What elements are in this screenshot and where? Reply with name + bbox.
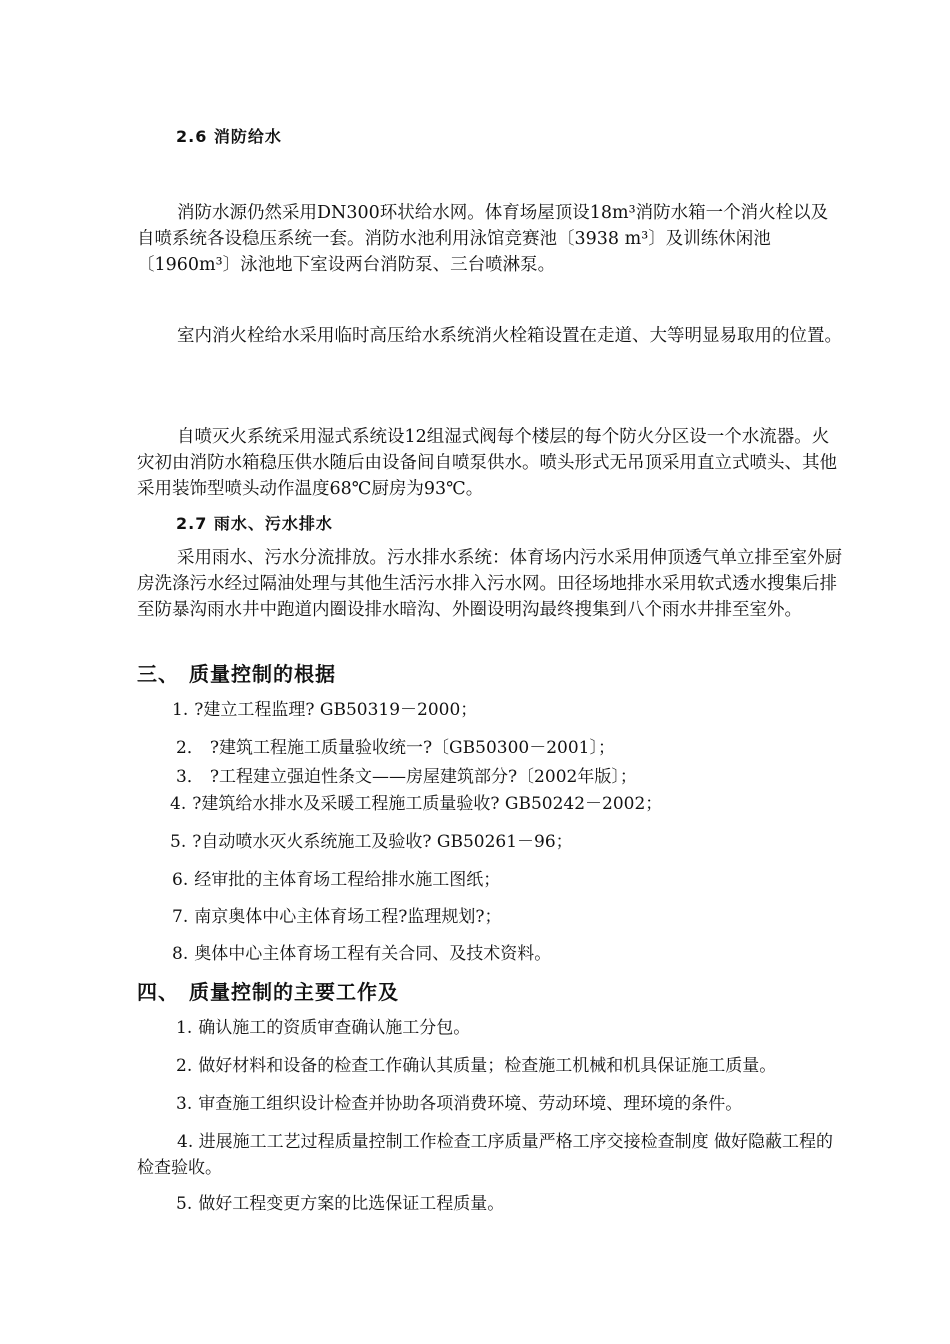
list-item: 2. 做好材料和设备的检查工作确认其质量；检查施工机械和机具保证施工质量。 — [176, 1056, 777, 1076]
section-3-heading — [137, 660, 336, 688]
section-3-title: 质量控制的根据 — [189, 662, 336, 686]
list-item: 1. ?建立工程监理? GB50319－2000； — [172, 700, 478, 720]
list-item: 8. 奥体中心主体育场工程有关合同、及技术资料。 — [172, 944, 552, 964]
section-2-7-heading: 2.7 雨水、污水排水 — [176, 514, 333, 533]
section-2-6-heading: 2.6 消防给水 — [176, 127, 282, 146]
list-item-wrapped: 4. 进展施工工艺过程质量控制工作检查工序质量严格工序交接检查制度 做好隐蔽工程的检查验收。 — [137, 1132, 834, 1178]
hydrant-system-paragraph: 室内消火栓给水采用临时高压给水系统消火栓箱设置在走道、大等明显易取用的位置。 — [177, 326, 842, 346]
list-item: 5. 做好工程变更方案的比选保证工程质量。 — [176, 1194, 505, 1214]
sprinkler-system-paragraph: 自喷灭火系统采用湿式系统设12组湿式阀每个楼层的每个防火分区设一个水流器。火灾初由消防水箱稳压供水随后由设备间自喷泵供水。喷头形式无吊顶采用直立式喷头、其他采用装饰型喷头动作温度68℃厨房为93℃。 — [137, 427, 837, 499]
section-4-number: 四、 — [137, 980, 179, 1004]
section-4-title: 质量控制的主要工作及 — [189, 980, 399, 1004]
list-item: 3． ?工程建立强迫性条文——房屋建筑部分?〔2002年版〕； — [176, 767, 637, 787]
list-item: 3. 审查施工组织设计检查并协助各项消费环境、劳动环境、理环境的条件。 — [176, 1094, 743, 1114]
section-3-number: 三、 — [137, 662, 179, 686]
list-item: 2． ?建筑工程施工质量验收统一?〔GB50300－2001〕； — [176, 738, 615, 758]
section-4-heading — [137, 978, 399, 1006]
list-item: 1. 确认施工的资质审查确认施工分包。 — [176, 1018, 471, 1038]
list-item: 6. 经审批的主体育场工程给排水施工图纸； — [172, 870, 501, 890]
list-item: 5. ?自动喷水灭火系统施工及验收? GB50261－96； — [170, 832, 573, 852]
list-item: 7. 南京奥体中心主体育场工程?监理规划?； — [172, 907, 502, 927]
fire-water-source-paragraph: 消防水源仍然采用DN300环状给水网。体育场屋顶设18m³消防水箱一个消火栓以及自喷系统各设稳压系统一套。消防水池利用泳馆竞赛池〔3938 m³〕及训练休闲池〔1960m³〕泳池地下室设两台消防泵、三台喷淋泵。 — [137, 203, 829, 275]
drainage-paragraph: 采用雨水、污水分流排放。污水排水系统：体育场内污水采用伸顶透气单立排至室外厨房洗涤污水经过隔油处理与其他生活污水排入污水网。田径场地排水采用软式透水搜集后排至防暴沟雨水井中跑道内圈设排水暗沟、外圈设明沟最终搜集到八个雨水井排至室外。 — [137, 548, 842, 620]
list-item: 4. ?建筑给水排水及采暖工程施工质量验收? GB50242－2002； — [170, 794, 663, 814]
